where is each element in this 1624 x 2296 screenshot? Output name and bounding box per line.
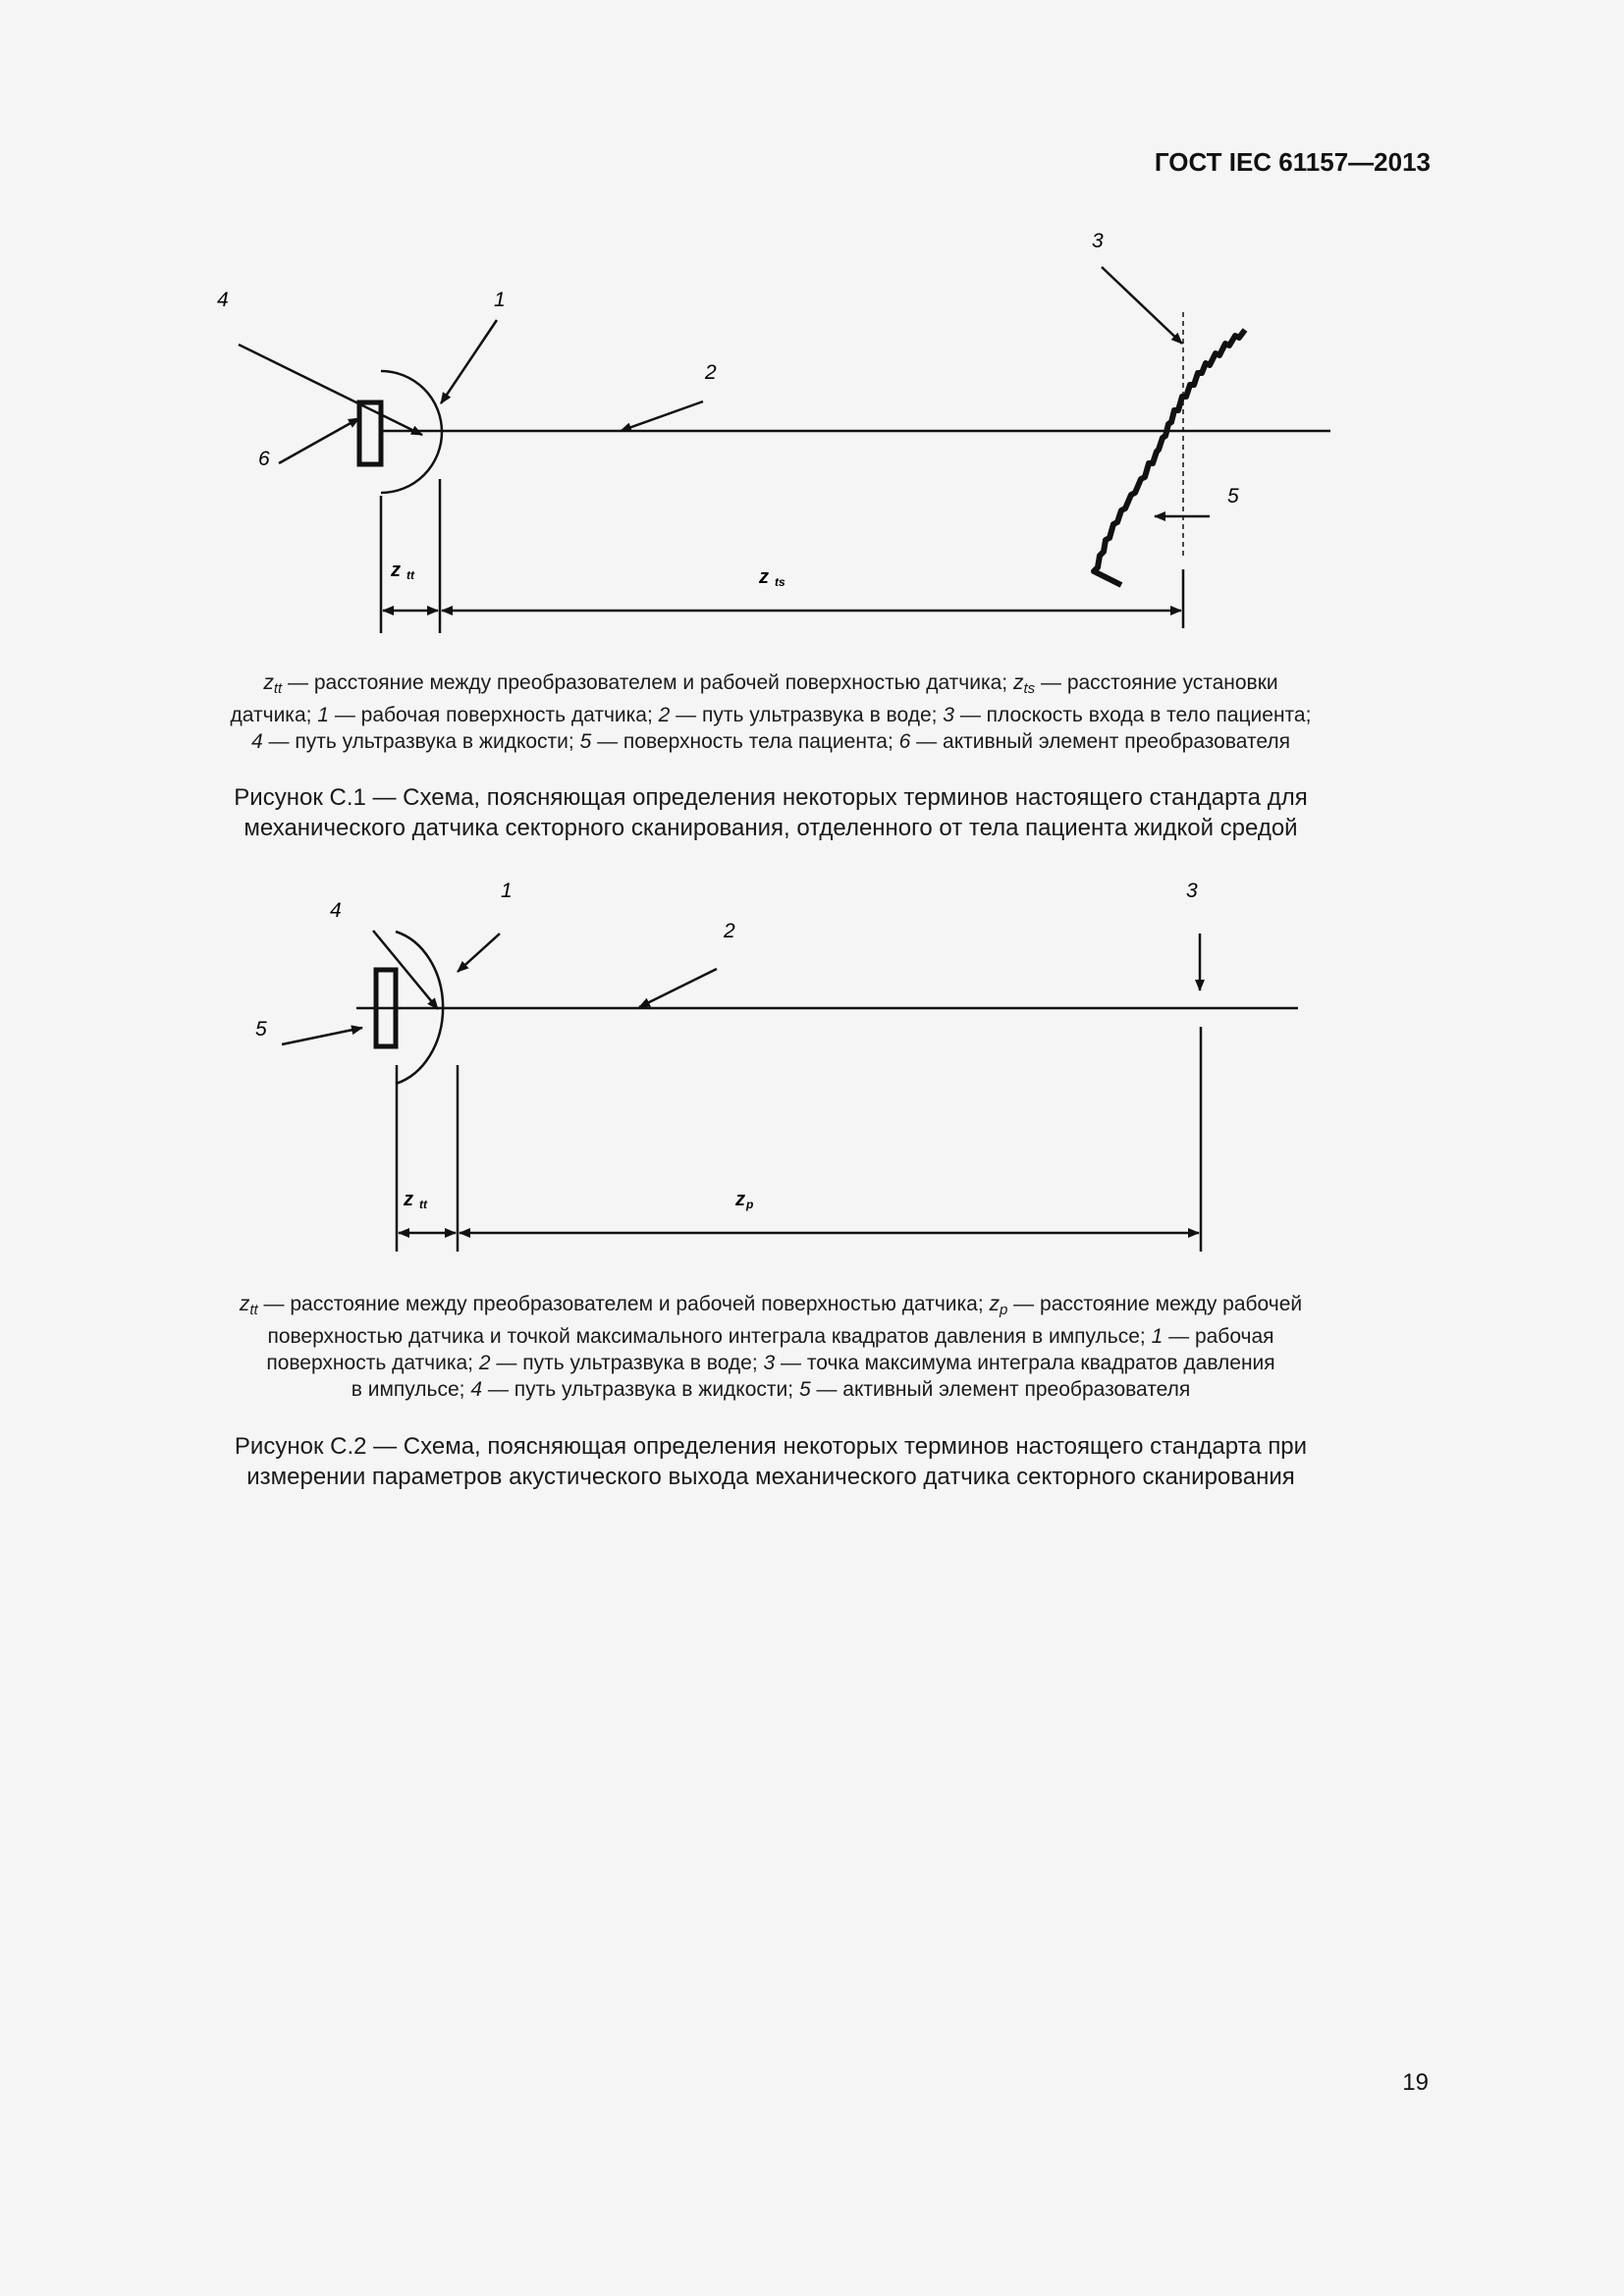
figure-1-legend: $z_{tt}$ — расстояние между преобразователем и рабочей поверхностью датчика; $z_{ts}$ — расстояние установки датчика; 1 — рабочая поверхность датчика; 2 — путь ультразвука в воде; 3 — плоскость входа в тело пациента; 4 — путь ультразвука в жидкости; 5 — поверхность тела пациента; 6 — активный элемент преобразователя	[230, 671, 1312, 753]
leader-arrow-2	[639, 969, 717, 1007]
leader-arrow-2	[621, 401, 703, 431]
dim-label-ztt: ztt	[404, 1189, 427, 1211]
fig2-label-1: 1	[501, 880, 513, 902]
figure-1-diagram	[0, 226, 1624, 648]
page-number: 19	[1402, 2069, 1429, 2096]
fig2-label-3: 3	[1186, 880, 1198, 902]
fig1-label-2: 2	[705, 361, 717, 384]
fig1-label-6: 6	[258, 448, 270, 470]
dim-label-zp: zp	[735, 1189, 754, 1211]
figure-2-diagram	[0, 864, 1624, 1276]
leader-arrow-1	[441, 320, 497, 403]
leader-arrow-5	[282, 1028, 362, 1044]
figure-1-title: Рисунок С.1 — Схема, поясняющая определения некоторых терминов настоящего стандарта для механического датчика секторного сканирования, отделенного от тела пациента жидкой средой	[234, 784, 1308, 841]
leader-arrow-6	[279, 418, 359, 463]
patient-body-surface	[1094, 330, 1245, 585]
figure-2-title: Рисунок С.2 — Схема, поясняющая определения некоторых терминов настоящего стандарта при измерении параметров акустического выхода механического датчика секторного сканирования	[234, 1433, 1308, 1490]
dim-label-ztt: ztt	[391, 560, 414, 582]
fig1-label-4: 4	[217, 289, 229, 311]
fig2-label-2: 2	[724, 920, 735, 942]
dim-label-zts: zts	[759, 566, 785, 589]
standard-header: ГОСТ IEC 61157—2013	[1154, 147, 1431, 177]
figure-2-legend: $z_{tt}$ — расстояние между преобразователем и рабочей поверхностью датчика; $z_p$ — расстояние между рабочей поверхностью датчика и точкой максимального интеграла квадратов давления в импульсе; 1 — рабочая поверхность датчика; 2 — путь ультразвука в воде; 3 — точка максимума интеграла квадратов давления в импульсе; 4 — путь ультразвука в жидкости; 5 — активный элемент преобразователя	[239, 1293, 1303, 1401]
fig2-label-4: 4	[330, 899, 342, 922]
leader-arrow-1	[458, 934, 500, 972]
fig1-label-1: 1	[494, 289, 506, 311]
fig1-label-3: 3	[1092, 230, 1104, 252]
leader-arrow-3	[1102, 267, 1182, 344]
leader-arrow-4	[239, 345, 422, 435]
fig1-label-5: 5	[1227, 485, 1239, 507]
fig2-label-5: 5	[255, 1018, 267, 1041]
